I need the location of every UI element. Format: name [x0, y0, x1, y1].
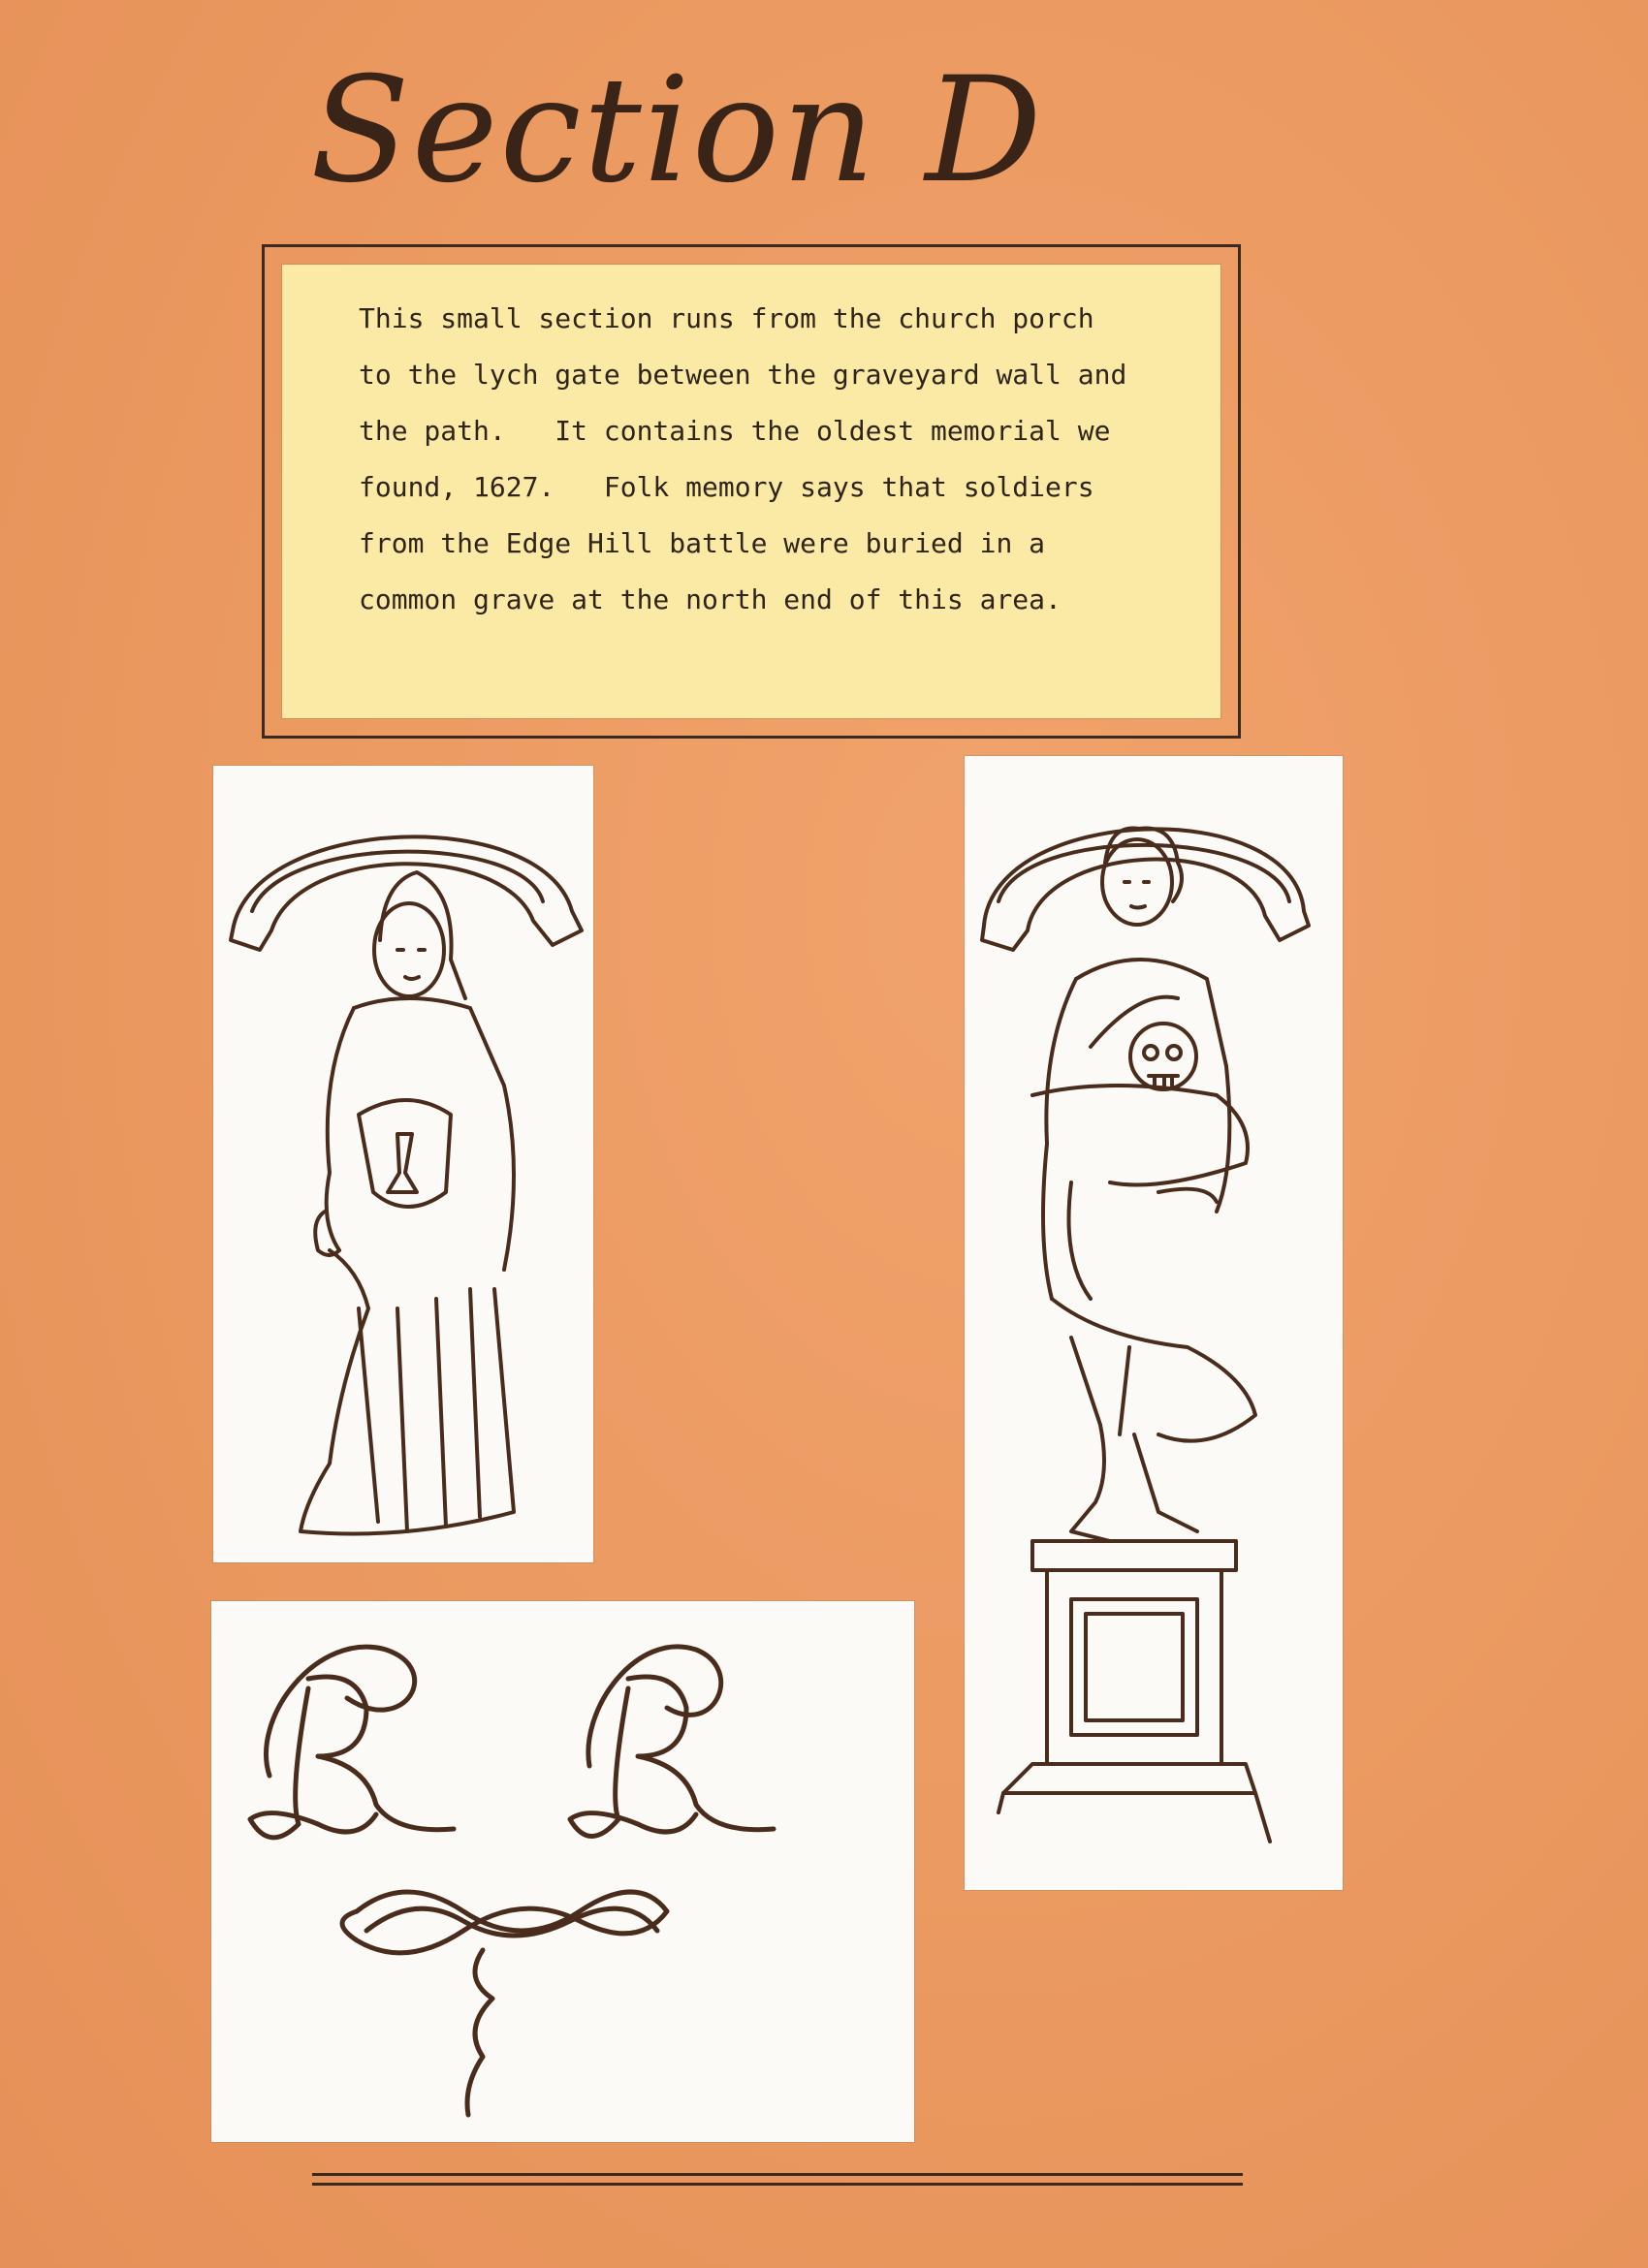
male-figure-card: [965, 756, 1343, 1890]
page-title: Section D: [310, 47, 1044, 215]
intro-line: the path. It contains the oldest memorial we: [359, 415, 1111, 447]
intro-line: found, 1627. Folk memory says that soldiers: [359, 471, 1094, 503]
footer-rule-bottom: [312, 2183, 1243, 2186]
male-figure-with-skull-sketch: [965, 756, 1343, 1890]
intro-line: to the lych gate between the graveyard wall and: [359, 359, 1127, 391]
intro-text: [359, 291, 1192, 628]
monogram-card: [211, 1601, 914, 2142]
intro-line: This small section runs from the church porch: [359, 302, 1094, 334]
female-figure-sketch: [213, 766, 593, 1562]
footer-rule-top: [312, 2173, 1243, 2176]
intro-line: from the Edge Hill battle were buried in a: [359, 527, 1046, 559]
intro-line: common grave at the north end of this area.: [359, 583, 1062, 615]
female-figure-card: [213, 766, 593, 1562]
monogram-flourish-sketch: [211, 1601, 914, 2142]
